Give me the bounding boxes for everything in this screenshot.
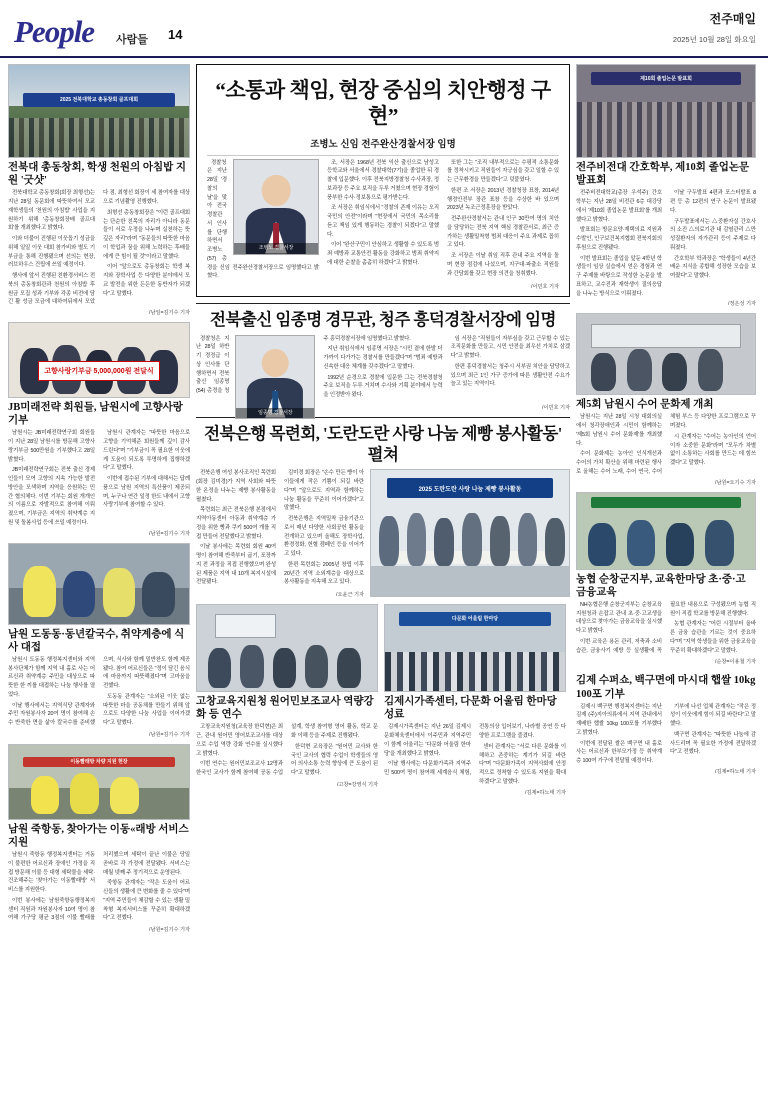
article-body	[196, 469, 364, 589]
paragraph: 지난 취임식에서 임종명 서장은 "시민 곁에 한발 더 가까이 다가가는 경찰서를 만들겠다"며 "범죄 예방과 신속한 대응 체계를 갖추겠다"고 말했다.	[323, 346, 443, 370]
paragraph: 농협 관계자는 "어린 시절부터 올바른 금융 습관을 기르는 것이 중요하다"며 "지역 학생들을 위한 금융교육을 꾸준히 확대하겠다"고 말했다.	[670, 621, 756, 654]
article-byline: /순창=이용철 기자	[715, 659, 756, 666]
paragraph: 간호학부 학과장은 "학생들이 4년간 배운 지식을 종합해 성장한 모습을 보여줬다"고 말했다.	[670, 255, 756, 279]
article-gimje-multicultural	[384, 604, 566, 796]
paragraph: 전북은행 여성 봉사조직인 목련회(회장 김미경)가 지역 사회와 따뜻한 온정을 나누는 제빵 봉사활동을 펼쳤다.	[196, 470, 276, 503]
portrait-photo	[235, 335, 315, 419]
paragraph: 남원시는 지난 28일 시청 대회의실에서 청각장애인과 시민이 함께하는 '제5회 남원시 수어 문화제'를 개최했다.	[576, 414, 662, 447]
paragraph: 목련회는 최근 전북은행 본점에서 지역아동센터 아동과 취약계층 가정을 위한 빵과 쿠키 500여 개를 직접 만들어 전달했다고 밝혔다.	[196, 507, 276, 540]
article-heungdeok-chief	[196, 303, 570, 416]
paragraph: 최형선 총동창회장은 "이런 골프대회는 단순한 친목의 자리가 아니라 동문들이 서로 우정을 나누며 실천하는 뜻깊은 자리"라며 "동문들의 따뜻한 마음이 학업과 꿈을 위해 노력하는 후배들에게 큰 힘이 될 것"이라고 말했다.	[103, 209, 190, 260]
article-byline: /오윤근 기자	[336, 592, 364, 599]
article-photo	[8, 64, 190, 158]
article-body	[8, 189, 190, 307]
paragraph: 또한 그는 "조직 내부적으로는 수평적 소통문화를 정착시키고 직원들이 자긍심을 갖고 일할 수 있는 근무환경을 만들겠다"고 덧붙였다.	[447, 159, 559, 183]
article-photo	[8, 322, 190, 398]
portrait-photo	[233, 159, 319, 255]
paragraph: 기부에 나선 업체 관계자는 "작은 정성이 이웃에게 힘이 되길 바란다"고 말했다.	[670, 703, 756, 728]
article-vision-nursing	[576, 64, 756, 307]
paragraph: 이번 연수는 원어민보조교사 12명과 한국인 교사가 함께 참여해 공동 수업 설계, 학생 참여형 영어 활동, 학교 문화 이해 등을 주제로 진행됐다.	[196, 724, 378, 777]
paper-name: 전주매일	[709, 12, 756, 26]
paragraph: 남원시는 JB미래전략연구회 회원들이 지난 28일 남원시를 방문해 고향사랑기부금 500만원을 기부했다고 28일 밝혔다.	[8, 430, 95, 463]
paragraph: 한편 흥덕경찰서는 청주시 서부권 치안을 담당하고 있으며 최근 1인 가구 증가에 따른 생활안전 수요가 늘고 있는 지역이다.	[450, 363, 570, 388]
paragraph: 이번 교육은 용돈 관리, 저축과 소비 습관, 금융사기 예방 등 실생활에 꼭 필요한 내용으로 구성됐으며 농협 직원이 직접 학교를 방문해 진행했다.	[576, 601, 756, 654]
paragraph: 행사에 앞서 진행된 친환경서비스 전북의 총동창회관과 천원의 아침밥 후원금 모집 성과 기부와 각종 비전에 담긴 활 성금 모금에 대하여뒤에서 모았다 점, 최형선 회장이 세 참여자를 대상으로 기념촬영 진행했다.	[8, 190, 190, 306]
article-byline: /김제=하노태 기자	[715, 768, 756, 775]
paragraph: 센터 관계자는 "서로 다른 문화를 이해하고 존중하는 계기가 되길 바란다"며 "다문화가족이 지역사회에 안정적으로 정착할 수 있도록 지원을 확대하겠다"고 말했다.	[479, 743, 566, 785]
portrait-caption: 임종명 경찰서장	[236, 408, 314, 418]
article-headline: 농협 순창군지부, 교육한마당 초·중·고 금융교육	[576, 573, 746, 598]
photo-banner-text: 다문화 어울림 한마당	[399, 612, 550, 626]
publication-logo: People	[14, 14, 95, 49]
article-byline: /남원=김기수 기자	[149, 530, 190, 537]
paragraph: 남원시 도동동 행정복지센터와 지역 봉사단체가 함께 지역 내 홀로 사는 어르신과 취약계층 주민을 대상으로 따뜻한 한 끼를 대접하는 나눔 행사를 열었다.	[8, 656, 95, 698]
paragraph: 백구면 관계자는 "따뜻한 나눔에 감사드리며 꼭 필요한 가정에 전달하겠다"고 전했다.	[670, 731, 756, 756]
paragraph: 이어 "앞으로도 총동창회는 학생 복지와 장학사업 등 다양한 분야에서 모교 발전을 위한 든든한 동반자가 되겠다"고 말했다.	[103, 264, 190, 297]
paragraph: 조 서장은 이날 취임 직후 관내 주요 지역을 돌며 현장 점검에 나섰으며, 지구대·파출소 직원들과 간담회를 갖고 현장 의견을 청취했다.	[447, 253, 559, 277]
article-body	[576, 413, 756, 476]
article-nonghyup-sunchang	[576, 492, 756, 666]
article-byline: /고창=강영식 기자	[337, 781, 378, 788]
article-jb-donation	[8, 322, 190, 537]
article-byline: /이민호 기자	[531, 284, 559, 290]
page-content	[0, 58, 768, 933]
article-lead-police-chief	[196, 64, 570, 297]
paragraph: 남원시 죽항동 행정복지센터는 거동이 불편한 어르신과 장애인 가정을 직접 방문해 이불 등 대형 세탁물을 세탁·건조해주는 '찾아가는 이동빨래방' 서비스를 지원한다.	[8, 852, 95, 893]
right-column	[576, 64, 756, 933]
paragraph: 1992년 순경으로 경찰에 입문한 그는 전북경찰청 주요 보직을 두루 거치며 수사와 기획 분야에서 능력을 인정받아 왔다.	[323, 374, 443, 399]
article-body	[576, 601, 756, 657]
paragraph: 전주비전대학교(총장 우석주) 간호학부는 지난 28일 비전관 6층 대강당에서 '제10회 졸업논문 발표회'를 개최했다고 밝혔다.	[576, 190, 662, 223]
article-byline: /이민호 기자	[542, 405, 570, 412]
article-body	[576, 189, 756, 298]
paragraph: 이번에 전달된 쌀은 백구면 내 홀로 사는 어르신과 한부모가정 등 취약계층 100여 가구에 전달될 예정이다.	[576, 740, 662, 765]
article-headline: “소통과 책임, 현장 중심의 치안행정 구현”	[215, 78, 551, 129]
article-headline: 김제 수퍼쇼, 백구면에 마시대 햅쌀 10kg 100포 기부	[576, 675, 756, 700]
paragraph: 김미경 회장은 "손수 만든 빵이 아이들에게 작은 기쁨이 되길 바란다"며 "앞으로도 지역과 함께하는 나눔 활동을 꾸준히 이어가겠다"고 말했다.	[284, 470, 364, 512]
article-byline: /정은성 기자	[728, 301, 756, 308]
paragraph: 이번 봉사에는 남원죽항동행정복지센터 직원과 자원봉사자 10여 명이 참여해 가구당 평균 3점의 이불 빨래를 처리했으며 세탁이 끝난 이불은 당일 곧바로 각 가정에 전달됐다. 서비스는 매월 넷째 주 정기적으로 운영된다.	[8, 852, 190, 922]
photo-banner-text: 이동빨래방 차량 지원 현장	[23, 757, 174, 767]
article-namwon-signlanguage	[576, 313, 756, 485]
page-number: 14	[168, 27, 183, 42]
portrait-caption: 조병노 경찰서장	[234, 243, 318, 253]
paragraph: 김제시가족센터는 지난 26일 김제시문화체육센터에서 이주민과 지역주민이 함께 어울리는 '다문화 어울림 한마당'을 개최했다고 밝혔다.	[384, 724, 471, 757]
article-photo	[8, 744, 190, 820]
paragraph: 이날 행사에서는 지역식당 관계자와 주민 자원봉사자 20여 명이 참여해 손수 반죽한 면을 삶아 칼국수를 준비했으며, 식사와 함께 밑반찬도 함께 제공됐다. 참여 어르신들은 "정이 담긴 음식에 마음까지 따뜻해졌다"며 고마움을 전했다.	[8, 656, 190, 726]
article-byline: /김제=하노태 기자	[525, 789, 566, 796]
article-body	[196, 723, 378, 779]
article-headline: 제5회 남원시 수어 문화제 개최	[576, 399, 714, 411]
paragraph: 경찰청은 지난 28일 하반기 경정급 이상 인사를 단행하면서 전북 출신 임종명(54) 총경을 청주 흥덕경찰서장에 임명했다고 밝혔다.	[196, 335, 411, 395]
paragraph: 이와 더불어 진행된 이웃돕기 성금을 위해 일일 이웃 대회 참가비와 별도 기부금을 통해 진행됐으며 선의는 현장, 러브하우스 건립에 쓰일 예정이다.	[8, 236, 95, 269]
left-column	[8, 64, 190, 933]
article-body	[207, 159, 559, 282]
cheque-graphic: 고향사랑기부금 5,000,000원 전달식	[38, 361, 160, 380]
paragraph: 구두발표에서는 △중환자실 간호사의 소진 △의료기관 내 감염관리 △만성질환자의 자가관리 등이 주제로 다뤄졌다.	[670, 218, 756, 251]
masthead	[0, 0, 768, 58]
article-photo	[384, 604, 566, 692]
paragraph: 이어 "완산구민이 안심하고 생활할 수 있도록 범죄 예방과 교통안전 활동을 강화하고 범죄 취약지에 대한 순찰을 촘촘히 하겠다"고 밝혔다.	[327, 242, 439, 266]
article-byline: /남원=김기수 기자	[149, 731, 190, 738]
article-body	[8, 429, 190, 527]
article-jbnu-alumni	[8, 64, 190, 316]
publication-date: 2025년 10월 28일 화요일	[672, 35, 756, 44]
article-byline: /남일=김기수 기자	[149, 310, 190, 316]
article-gochang-training	[196, 604, 378, 796]
paragraph: 이날 행사에는 다문화가족과 지역주민 500여 명이 참여해 세계음식 체험, 전통의상 입어보기, 나라별 공연 등 다양한 프로그램을 즐겼다.	[384, 724, 566, 777]
article-pair-row	[196, 604, 570, 796]
paragraph: 이날 봉사에는 목련회 회원 40여 명이 참여해 반죽부터 굽기, 포장까지 전 과정을 직접 진행했으며 완성된 제품은 지역 내 10개 복지시설에 전달됐다.	[196, 544, 276, 586]
paragraph: 고창교육지원청(교육장 한덕현)은 최근, 관내 원어민 영어보조교사를 대상으로 수업 역량 강화 연수를 실시했다고 밝혔다.	[196, 724, 283, 757]
publication-logo-subtitle: 사람들	[116, 34, 148, 46]
paragraph: 수어 문화제는 농아인 인식개선과 수어의 가치 확산을 위해 마련된 행사로 올해는 수어 노래, 수어 연극, 수어 체험 부스 등 다양한 프로그램으로 꾸며졌다.	[576, 414, 756, 475]
article-jbbank-baking	[196, 417, 570, 598]
paragraph: 이번 발표회는 졸업을 앞둔 4학년 학생들이 임상 실습에서 얻은 경험과 연구 주제를 바탕으로 작성한 논문을 발표하고, 교수진과 재학생이 질의응답을 나누는 방식으로 이뤄졌다.	[576, 255, 662, 297]
article-photo	[196, 604, 378, 692]
article-photo	[370, 469, 570, 597]
article-subhead: 조병노 신임 전주완산경찰서장 임명	[310, 138, 456, 150]
article-headline: 남원 죽항동, 찾아가는 이동«래방 서비스 지원	[8, 823, 189, 848]
paragraph: 발표회는 방문요양·재택의료 지원과 수발인, 인구보건복지협회 전북지회의 후원으로 진행됐다.	[576, 227, 662, 251]
paragraph: 전주완산경찰서는 관내 인구 30만여 명의 치안을 담당하는 전북 지역 핵심 경찰관서로, 최근 증가하는 생활밀착형 범죄 대응이 주요 과제로 꼽히고 있다.	[447, 216, 559, 249]
article-photo	[8, 543, 190, 625]
paragraph: 임 서장은 "직원들이 자부심을 갖고 근무할 수 있는 조직문화를 만들고, 시민 안전을 최우선 가치로 삼겠다"고 밝혔다.	[450, 335, 570, 360]
article-jukhang-laundry	[8, 744, 190, 933]
article-body	[8, 851, 190, 924]
article-headline: 남원 도동동·동년칼국수, 취약계층에 식사 대접	[8, 628, 185, 653]
paragraph: JB미래전략연구회는 전북 출신 경제인들이 모여 고향의 지속 가능한 발전 방안을 모색하며 지역을 응원하는 민간 협의체다. 이번 기부는 회원 개개인의 이름으로 자발적으로 참여해 이뤄졌으며, 기부금은 지역의 취약계층 지원 및 돌봄사업 등에 쓰일 예정이다.	[8, 467, 95, 526]
photo-banner-text: 제10회 졸업논문 발표회	[591, 72, 741, 85]
article-headline: 고창교육지원청 원어민보조교사 역량강화 등 연수	[196, 696, 374, 721]
article-byline: /남원=김기수 기자	[149, 927, 190, 933]
paragraph: 전북대학교 총동창회(회장 최형선)는 지난 28일 동문회에 따뜻하여서 모교 재학생들의 '천원의 아침밥' 사업을 지원하기 위해 '총동창회장배 골프대회'를 개최했다고 밝혔다.	[8, 190, 95, 232]
article-gimje-rice-donation	[576, 671, 756, 775]
article-headline: 전주비전대 간호학부, 제10회 졸업논문 발표회	[576, 162, 750, 187]
article-body	[384, 723, 566, 786]
paragraph: 이날 구두발표 4편과 포스터발표 8편 등 총 12편의 연구 논문이 발표됐다.	[670, 190, 756, 214]
paragraph: 도동동 관계자는 "소외된 이웃 없는 따뜻한 마을 공동체를 만들기 위해 앞으로도 다양한 나눔 사업을 이어가겠다"고 말했다.	[103, 693, 190, 726]
paragraph: 조 서장은 취임식에서 "경찰의 존재 이유는 오직 국민의 안전"이라며 "현장에서 국민의 목소리를 듣고 책임 있게 행동하는 경찰이 되겠다"고 말했다.	[327, 205, 439, 238]
paragraph: 죽항동 관계자는 "작은 도움이 어르신들의 생활에 큰 변화를 줄 수 있다"며 "지역 주민들이 체감할 수 있는 생활 밀착형 복지서비스를 꾸준히 확대하겠다"고 전했다.	[103, 880, 190, 922]
middle-column	[196, 64, 570, 933]
paragraph: 남원시 관계자는 "따뜻한 마음으로 고향을 기억해준 회원들께 깊이 감사드린다"며 "기부금이 꼭 필요한 이웃에게 도움이 되도록 투명하게 집행하겠다"고 말했다.	[103, 430, 190, 472]
paragraph: 한덕현 교육장은 "원어민 교사와 한국인 교사의 협력 수업이 학생들의 영어 의사소통 능력 향상에 큰 도움이 된다"고 말했다.	[291, 743, 378, 777]
photo-banner-text: 2025 전북대학교 총동창회 골프대회	[23, 93, 174, 108]
paragraph: 이번에 접수된 기부에 대해서는 답례품으로 남원 지역의 특산품이 제공되며, 누구나 연간 일정 한도 내에서 고향사랑기부에 참여할 수 있다.	[103, 476, 190, 509]
article-headline: 전북은행 목련회, '도란도란 사랑 나눔 제빵 봉사활동' 펼쳐	[204, 424, 562, 464]
paragraph: 김제시 백구면 행정복지센터는 지난 김제 (주)지아의류에서 지역 관내에서 재배한 햅쌀 10kg 100포를 기부했다고 밝혔다.	[576, 703, 662, 736]
paragraph: 경찰청은 지난 28일 '경찰의 날'을 맞아 전국 경찰관서 인사를 단행하면서 조병노(57) 총경을 신임 전주완산경찰서장으로 임명했다고 밝혔다.	[207, 159, 319, 280]
article-headline: 전북대 총동창회, 학생 천원의 아침밥 지원 '굿샷'	[8, 162, 187, 187]
article-photo	[576, 492, 756, 570]
photo-banner-text: 2025 도란도란 사랑 나눔 제빵 봉사활동	[387, 478, 553, 498]
paragraph: 한편 조 서장은 2013년 경찰청장 표창, 2014년 행정안전부 장관 표창 등을 수상한 바 있으며 2023년 녹조근정훈장을 받았다.	[447, 187, 559, 212]
article-headline: 김제시가족센터, 다문화 어울림 한마당 성료	[384, 696, 557, 721]
paragraph: 조, 서장은 1968년 전북 익산 출신으로 남성고등학교와 서울에서 경찰대학(7기)을 졸업한 뒤 경찰에 입문했다. 이후 전북지방경찰청 수사과장, 정보과장 등 주요 보직을 두루 거쳤으며 현장 경험이 풍부한 수사·정보통으로 평가받는다.	[327, 159, 439, 201]
paragraph: 한편 목련회는 2005년 창립 이후 20년간 지역 소외계층을 대상으로 봉사활동을 지속해 오고 있다.	[284, 561, 364, 586]
article-photo	[576, 64, 756, 158]
article-photo	[576, 313, 756, 395]
article-body	[8, 656, 190, 729]
paragraph: NH농협은행 순창군지부는 순창교육지원청과 손잡고 관내 초·중·고교생을 대상으로 찾아가는 금융교육을 실시했다고 밝혔다.	[576, 601, 662, 635]
article-byline: /남원=오기수 기자	[715, 479, 756, 486]
article-headline: 전북출신 임종명 경무관, 청주 흥덕경찰서장에 임명	[210, 310, 556, 329]
article-dodong-noodles	[8, 543, 190, 738]
paragraph: 시 관계자는 "수어는 농아인의 언어이자 소중한 문화"라며 "모두가 차별 없이 소통하는 사회를 만드는 데 힘쓰겠다"고 말했다.	[670, 433, 756, 467]
article-headline: JB미래전략 회원들, 남원시에 고향사랑기부	[8, 402, 183, 427]
paragraph: 전북은행은 지역밀착 금융기관으로서 매년 다양한 사회공헌 활동을 전개하고 있으며 올해도 장학사업, 환경정화, 헌혈 캠페인 등을 이어가고 있다.	[284, 516, 364, 558]
article-body	[576, 703, 756, 766]
